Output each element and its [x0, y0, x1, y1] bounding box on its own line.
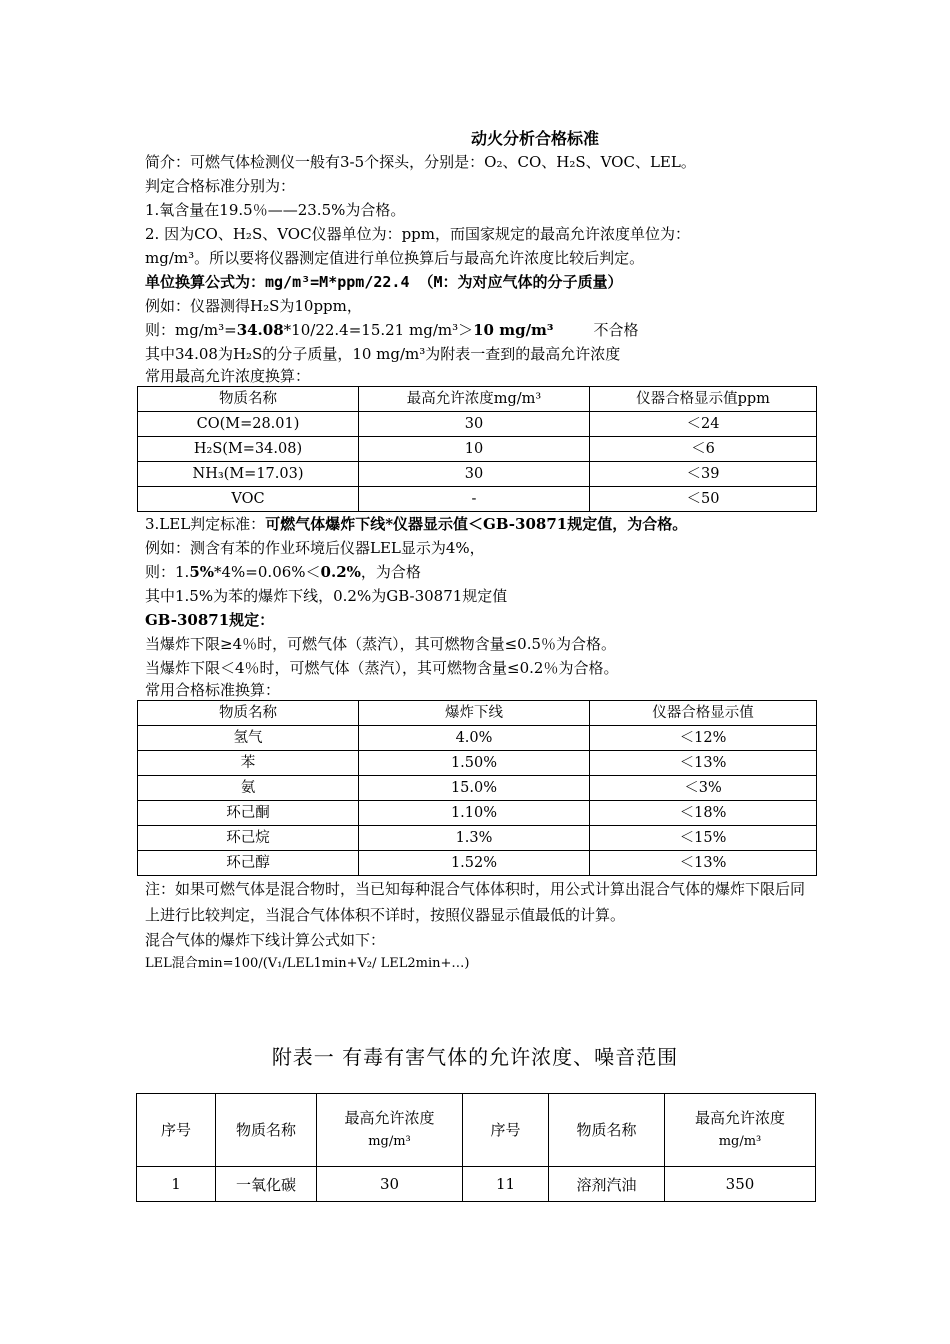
table-cell: 环己烷	[138, 826, 359, 851]
lel-limit: 0.2%	[320, 563, 361, 581]
table-row	[138, 487, 817, 512]
table-row	[138, 826, 817, 851]
table-caption: 常用合格标准换算：	[145, 681, 281, 699]
intro-line: 简介：可燃气体检测仪一般有3-5个探头，分别是：O₂、CO、H₂S、VOC、LEL。	[145, 153, 696, 171]
table-header	[317, 1094, 463, 1167]
lel-table	[137, 700, 817, 876]
table-cell: 一氧化碳	[216, 1167, 317, 1202]
table-header: 仪器合格显示值	[590, 701, 817, 726]
table-cell: ＜13%	[590, 751, 817, 776]
table-cell: VOC	[138, 487, 359, 512]
table-cell: 11	[463, 1167, 549, 1202]
lel-text: 则：1.	[145, 563, 190, 581]
table-caption: 常用最高允许浓度换算：	[145, 367, 311, 385]
lel-text: ，为合格	[360, 563, 421, 581]
table-cell: 15.0%	[359, 776, 590, 801]
table-header: 物质名称	[216, 1094, 317, 1167]
unit-note-line: mg/m³。所以要将仪器测定值进行单位换算后与最高允许浓度比较后判定。	[145, 249, 645, 267]
example-text: 则：mg/m³=	[145, 321, 237, 339]
table-cell: NH₃(M=17.03)	[138, 462, 359, 487]
table-cell: ＜39	[590, 462, 817, 487]
table-row	[138, 462, 817, 487]
table-row	[137, 1167, 816, 1202]
appendix-table	[136, 1093, 816, 1202]
oxygen-standard: 1.氧含量在19.5％——23.5%为合格。	[145, 201, 406, 219]
table-header: 仪器合格显示值ppm	[590, 387, 817, 412]
appendix-title: 附表一 有毒有害气体的允许浓度、噪音范围	[271, 1045, 679, 1069]
table-cell: 30	[317, 1167, 463, 1202]
table-cell: 10	[359, 437, 590, 462]
table-cell: -	[359, 487, 590, 512]
table-row	[138, 437, 817, 462]
table-cell: 350	[665, 1167, 816, 1202]
table-row	[138, 726, 817, 751]
example-line: 其中34.08为H₂S的分子质量，10 mg/m³为附表一查到的最高允许浓度	[145, 345, 621, 363]
example-calculation	[145, 318, 825, 342]
table-header: 最高允许浓度mg/m³	[359, 387, 590, 412]
table-cell: ＜18%	[590, 801, 817, 826]
table-cell: 30	[359, 462, 590, 487]
example-value: 34.08	[236, 321, 284, 339]
page-title: 动火分析合格标准	[470, 129, 599, 148]
table-cell: 1.50%	[359, 751, 590, 776]
table-cell: H₂S(M=34.08)	[138, 437, 359, 462]
lel-explanation: 其中1.5%为苯的爆炸下线，0.2%为GB-30871规定值	[145, 587, 508, 605]
document-body	[145, 128, 825, 976]
table-cell: 1.52%	[359, 851, 590, 876]
header-text: 最高允许浓度	[344, 1109, 435, 1127]
lel-value: 5%	[189, 563, 215, 581]
table-cell: 4.0%	[359, 726, 590, 751]
table-header: 物质名称	[138, 387, 359, 412]
mixture-note: 注：如果可燃气体是混合物时，当已知每种混合气体体积时，用公式计算出混合气体的爆炸下限后同上进行比较判定，当混合气体体积不详时，按照仪器显示值最低的计算。	[145, 880, 806, 924]
example-text: *10/22.4=15.21 mg/m³＞	[283, 321, 474, 339]
table-cell: 环己醇	[138, 851, 359, 876]
table-cell: ＜24	[590, 412, 817, 437]
table-cell: ＜15%	[590, 826, 817, 851]
table-header: 序号	[137, 1094, 216, 1167]
lel-text: *4%=0.06%＜	[214, 563, 321, 581]
table-header: 物质名称	[138, 701, 359, 726]
example-line: 例如：仪器测得H₂S为10ppm，	[145, 297, 362, 315]
table-cell: ＜3%	[590, 776, 817, 801]
table-cell: 氨	[138, 776, 359, 801]
table-cell: CO(M=28.01)	[138, 412, 359, 437]
table-cell: ＜13%	[590, 851, 817, 876]
table-header: 序号	[463, 1094, 549, 1167]
header-text: 最高允许浓度	[694, 1109, 785, 1127]
unit-note-line: 2. 因为CO、H₂S、VOC仪器单位为：ppm，而国家规定的最高允许浓度单位为：	[145, 225, 690, 243]
table-cell: 苯	[138, 751, 359, 776]
gb-rule: 当爆炸下限≥4％时，可燃气体（蒸汽），其可燃物含量≤0.5％为合格。	[145, 635, 617, 653]
table-header-row	[137, 1094, 816, 1167]
conversion-formula: 单位换算公式为：mg/m³=M*ppm/22.4 （M：为对应气体的分子质量）	[145, 273, 623, 291]
mixture-formula: LEL混合min=100/(V₁/LEL1min+V₂/ LEL2min+…)	[145, 956, 470, 971]
table-row	[138, 776, 817, 801]
table-cell: 30	[359, 412, 590, 437]
table-cell: 溶剂汽油	[549, 1167, 665, 1202]
lel-example: 例如：测含有苯的作业环境后仪器LEL显示为4%，	[145, 539, 485, 557]
lel-standard	[145, 512, 825, 536]
lel-calculation	[145, 560, 825, 584]
table-cell: 环己酮	[138, 801, 359, 826]
intro-line: 判定合格标准分别为：	[145, 177, 296, 195]
table-row	[138, 751, 817, 776]
concentration-table	[137, 386, 817, 512]
example-result: 不合格	[593, 321, 639, 339]
lel-label: 3.LEL判定标准：	[145, 515, 266, 533]
table-cell: ＜50	[590, 487, 817, 512]
table-row	[138, 801, 817, 826]
lel-rule: 可燃气体爆炸下线*仪器显示值＜GB-30871规定值，为合格。	[265, 515, 688, 533]
gb-rule: 当爆炸下限＜4％时，可燃气体（蒸汽），其可燃物含量≤0.2％为合格。	[145, 659, 619, 677]
header-unit: mg/m³	[718, 1134, 762, 1149]
table-header-row	[138, 701, 817, 726]
table-header-row	[138, 387, 817, 412]
example-limit: 10 mg/m³	[473, 321, 554, 339]
table-header	[665, 1094, 816, 1167]
table-cell: 1.3%	[359, 826, 590, 851]
table-cell: ＜12%	[590, 726, 817, 751]
table-header: 爆炸下线	[359, 701, 590, 726]
table-cell: 氢气	[138, 726, 359, 751]
table-row	[138, 412, 817, 437]
table-row	[138, 851, 817, 876]
table-cell: 1	[137, 1167, 216, 1202]
gb-label: GB-30871规定：	[145, 611, 275, 629]
table-header: 物质名称	[549, 1094, 665, 1167]
table-cell: ＜6	[590, 437, 817, 462]
header-unit: mg/m³	[368, 1134, 411, 1149]
formula-caption: 混合气体的爆炸下线计算公式如下：	[145, 931, 386, 949]
table-cell: 1.10%	[359, 801, 590, 826]
